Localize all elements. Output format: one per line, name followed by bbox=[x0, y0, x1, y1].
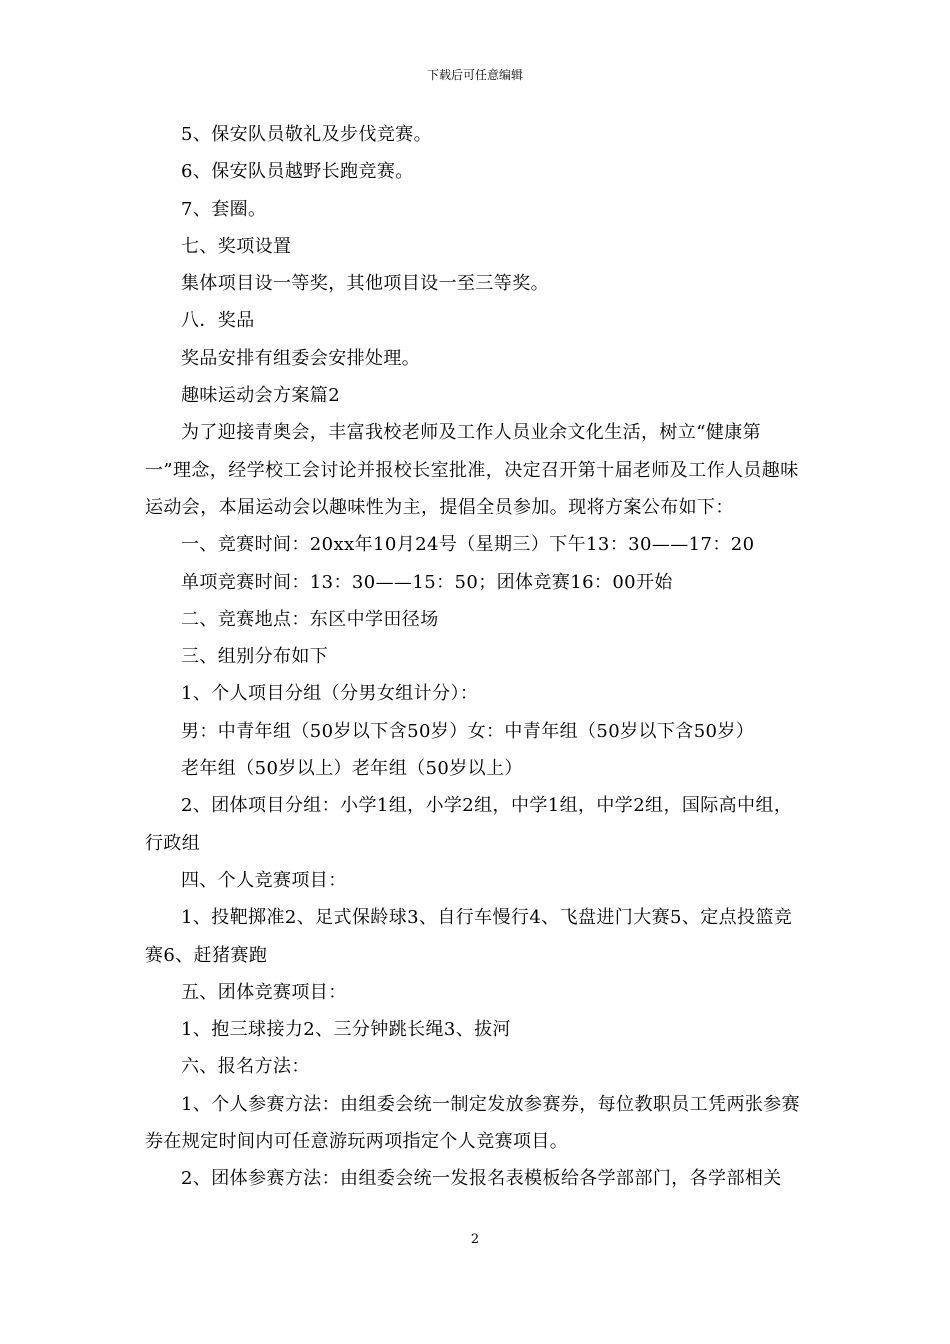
section-heading: 七、奖项设置 bbox=[181, 235, 292, 257]
section-heading: 六、报名方法： bbox=[181, 1056, 310, 1078]
section-heading: 二、竞赛地点：东区中学田径场 bbox=[181, 608, 439, 630]
document-body bbox=[145, 116, 807, 1198]
paragraph: 单项竞赛时间：13：30——15：50；团体竞赛16：00开始 bbox=[181, 571, 673, 593]
paragraph: 集体项目设一等奖，其他项目设一至三等奖。 bbox=[181, 273, 549, 295]
paragraph: 奖品安排有组委会安排处理。 bbox=[181, 347, 421, 369]
paragraph: 2、团体项目分组：小学1组，小学2组，中学1组，中学2组，国际高中组，行政组 bbox=[145, 795, 793, 854]
page-header: 下载后可任意编辑 bbox=[426, 68, 523, 82]
paragraph: 6、保安队员越野长跑竞赛。 bbox=[181, 161, 414, 183]
section-heading: 四、个人竞赛项目： bbox=[181, 869, 347, 891]
section-heading: 三、组别分布如下 bbox=[181, 646, 329, 668]
paragraph: 2、团体参赛方法：由组委会统一发报名表模板给各学部部门，各学部相关 bbox=[181, 1168, 782, 1190]
paragraph: 7、套圈。 bbox=[181, 198, 267, 220]
section-heading: 一、竞赛时间：20xx年10月24号（星期三）下午13：30——17：20 bbox=[181, 534, 755, 556]
paragraph: 1、投靶掷准2、足式保龄球3、自行车慢行4、飞盘进门大赛5、定点投篮竞赛6、赶猪赛跑 bbox=[145, 907, 793, 966]
section-heading: 五、团体竞赛项目： bbox=[181, 981, 347, 1003]
page-number: 2 bbox=[470, 1232, 480, 1247]
paragraph: 1、个人参赛方法：由组委会统一制定发放参赛券，每位教职员工凭两张参赛券在规定时间内可任意游玩两项指定个人竞赛项目。 bbox=[145, 1093, 801, 1153]
document-title: 趣味运动会方案篇2 bbox=[181, 385, 341, 407]
paragraph: 为了迎接青奥会，丰富我校老师及工作人员业余文化生活，树立“健康第一”理念，经学校工会讨论并报校长室批准，决定召开第十届老师及工作人员趣味运动会，本届运动会以趣味性为主，提倡全员参加。现将方案公布如下： bbox=[145, 422, 799, 518]
paragraph: 1、抱三球接力2、三分钟跳长绳3、拔河 bbox=[181, 1019, 511, 1041]
section-heading: 八．奖品 bbox=[181, 310, 255, 332]
paragraph: 5、保安队员敬礼及步伐竞赛。 bbox=[181, 124, 433, 145]
paragraph: 老年组（50岁以上）老年组（50岁以上） bbox=[181, 758, 523, 780]
paragraph: 1、个人项目分组（分男女组计分）： bbox=[181, 683, 479, 705]
paragraph: 男：中青年组（50岁以下含50岁）女：中青年组（50岁以下含50岁） bbox=[181, 720, 755, 742]
